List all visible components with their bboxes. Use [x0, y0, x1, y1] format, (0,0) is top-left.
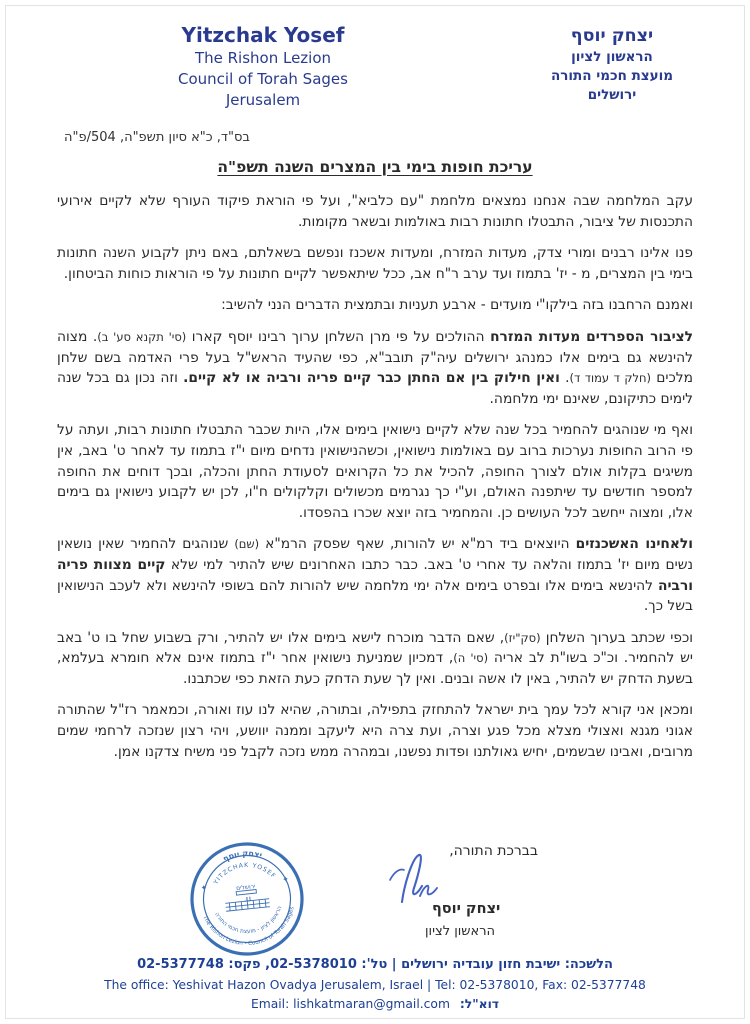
paragraph-4: לציבור הספרדים מעדות המזרח ההולכים על פי מרן השלחן ערוך רבינו יוסף קארו (סי' תקנא סע' ב). מצוה להינשא גם בימים אלו כמנהג ירושלים עיה"ק תובב"א, כפי שהעיד הראש"ל בעל פרי האדמה בשם שלחן מלכים (חלק ד עמוד ד). ואין חילוק בין אם החתן כבר קיים פריה ורביה או לא קיים. וזה נכון גם בכל שנה לימים כתיקונם, שאינם ימי מלחמה. — [57, 328, 693, 407]
letterhead-line-en: Council of Torah Sages — [178, 70, 348, 88]
paragraph-1: עקב המלחמה שבה אנחנו נמצאים מלחמת "עם כלביא", ועל פי הוראת פיקוד העורף שלא לקיים אירועי התכנסות של ציבור, התבטלו חתונות רבות באולמות ובשאר מקומות. — [57, 193, 693, 230]
official-stamp-seal-icon — [181, 833, 313, 965]
signatory-name: יצחק יוסף — [432, 901, 501, 917]
footer-email-line — [0, 997, 750, 1011]
letterhead-line-he: ירושלים — [587, 87, 637, 103]
letter-body — [57, 191, 693, 773]
paragraph-7: וכפי שכתב בערוך השלחן (סק"יז), שאם הדבר מוכרח לישא בימים אלו יש להתיר, ורק בשבוע שחל בו ט' באב יש להחמיר. וכ"כ בשו"ת לב אריה (סי' ה), דמכיון שמניעת נישואין אחר י"ז בתמוז אינם אלא חומרא בעלמא, בשעת הדחק יש להתיר, באין לו אשה ובנים. ואין לך שעת הדחק כעת הזאת כפי שכתבנו. — [57, 629, 693, 687]
paragraph-2: פנו אלינו רבנים ומורי צדק, מעדות המזרח, ומעדות אשכנז ונפשם בשאלתם, באם ניתן לקבוע השנה חתונות בימי בין המצרים, מ - יז' בתמוז ועד ערב ר"ח אב, ככל שיתאפשר לקיים חתונות על פי הוראות כוחות הביטחון. — [57, 245, 693, 282]
paragraph-8: ומכאן אני קורא לכל עמך בית ישראל להתחזק בתפילה, ובתורה, שהיא לנו עוז ואורה, וכמאמר רז"ל שהתורה אגוני מגנא ואצולי מצלא מכל פגע וצרה, ועת צרה היא ליעקב וממנה יוושע, ויהי רצון שנזכה לרחמי שמים מרובים, ואבינו שבשמים, יחיש גאולתנו ופדות נפשנו, ובמהרה ממש נזכה לקבל פני משיח צדקנו אמן. — [57, 702, 693, 760]
stamp-star-right-icon: ✦ — [281, 874, 290, 885]
email-label-hebrew: דוא"ל: — [459, 997, 500, 1011]
svg-text:YITZCHAK YOSEF — [210, 859, 278, 888]
paragraph-3: ואמנם הרחבנו בזה בילקו"י מועדים - ארבע תעניות ובתמצית הדברים הנני להשיב: — [221, 297, 693, 314]
letterhead-english — [146, 22, 380, 111]
stamp-english-name: YITZCHAK YOSEF — [212, 861, 278, 886]
letterhead-line-en: Jerusalem — [225, 91, 301, 109]
paragraph-5: ואף מי שנוהגים להחמיר בכל שנה שלא לקיים נישואין בימים אלו, היות שכבר התבטלו חתונות רבות, ועתה על פי הרוב החופות נערכות ברוב עם באולמות נישואין, וכשהנישואין נדחים מיום י"ז בתמוז עד לאחר ט' באב, אין משיגים בקלות אולם לצורך החופה, להכיל את כל הקרואים לסעודת החתן והכלה, ובכך דוחים את החופה למספר חודשים עד שיתפנה האולם, וע"י כך נגרמים מכשולים וקלקולים ח"ו, לכן יש לקבוע נישואין גם בימים אלו, ומצוה ייחשב לכל העושים כן. והמחמיר בזה יוצא שכרו בהפסדו. — [57, 422, 693, 521]
signature-blessing: בברכת התורה, — [449, 843, 538, 859]
stamp-jerusalem-wall-icon — [224, 888, 270, 911]
paragraph-6: ולאחינו האשכנזים היוצאים ביד רמ"א יש להורות, שאף שפסק הרמ"א (שם) שנוהגים להחמיר שאין נושאין נשים מיום יז' בתמוז והלאה עד אחרי ט' באב. כבר כתבו האחרונים שיש להתיר למי שלא קיים מצוות פריה ורביה להינשא בימים אלו ובפרט בימים אלה ימי מלחמה שיש להורות להם בשופי להינשא ולא לעכב הנישואין בשל כך. — [57, 536, 693, 615]
letterhead-hebrew — [524, 24, 700, 105]
svg-text:יצחק יוסף — [221, 847, 264, 864]
footer-office-english: The office: Yeshivat Hazon Ovadya Jerusalem, Israel | Tel: 02-5378010, Fax: 02-5377748 — [104, 978, 646, 992]
letterhead-name-he: יצחק יוסף — [570, 26, 654, 46]
letterhead-line-he: הראשון לציון — [571, 49, 653, 65]
date-reference-line: בס"ד, כ"א סיון תשפ"ה, 504/פ"ה — [64, 130, 250, 145]
stamp-english-arc: The Rishon Lezion - Council of Torah Sages — [201, 906, 296, 948]
stamp-star-left-icon: ✦ — [200, 883, 208, 893]
letterhead-line-he: מועצת חכמי התורה — [550, 68, 674, 84]
document-title: עריכת חופות בימי בין המצרים השנה תשפ"ה — [217, 158, 533, 176]
stamp-hebrew-arc: הראשון לציון - מועצת חכמי התורה — [213, 905, 284, 936]
stamp-center-label: ירושלים — [235, 883, 256, 893]
stamp-hebrew-name: יצחק יוסף — [221, 848, 264, 864]
email-address: Email: lishkatmaran@gmail.com — [250, 997, 450, 1011]
letterhead-line-en: The Rishon Lezion — [194, 49, 332, 67]
letterhead-name-en: Yitzchak Yosef — [181, 23, 345, 47]
footer-office-hebrew: הלשכה: ישיבת חזון עובדיה ירושלים | טל': 02-5378010, פקס: 02-5377748 — [137, 957, 613, 972]
signatory-role: הראשון לציון — [425, 924, 496, 939]
